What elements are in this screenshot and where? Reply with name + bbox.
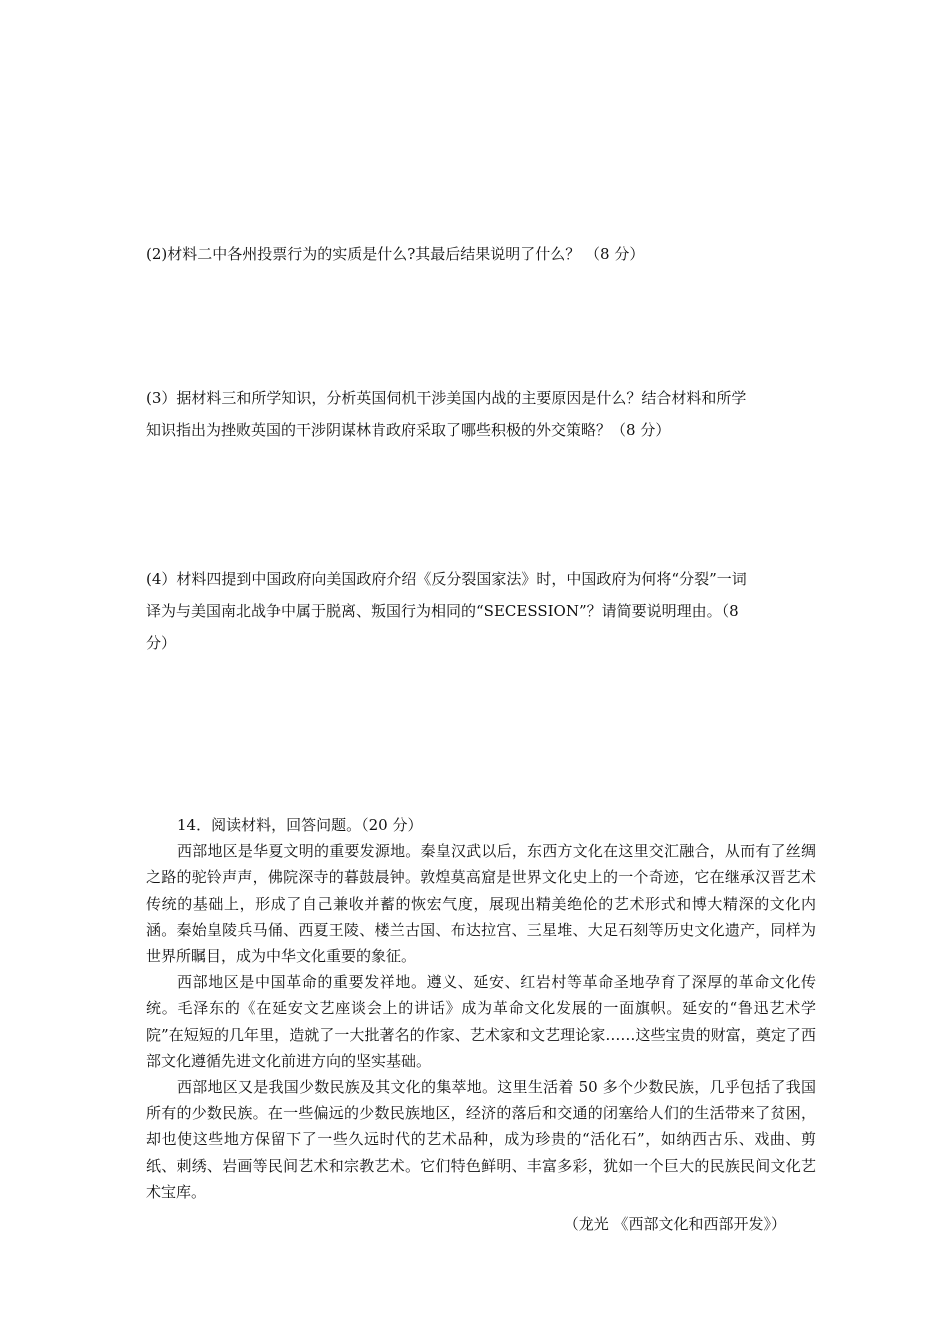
- question-14-heading: 14．阅读材料，回答问题。（20 分）: [177, 816, 423, 834]
- question-2: [146, 238, 816, 270]
- question-3-line-2: 知识指出为挫败英国的干涉阴谋林肯政府采取了哪些积极的外交策略？（8 分）: [146, 421, 671, 439]
- question-4-line-3: 分）: [146, 634, 177, 652]
- question-14-section: [146, 812, 816, 1237]
- question-4-line-2: 译为与美国南北战争中属于脱离、叛国行为相同的“SECESSION”？请简要说明理由。（8: [146, 602, 739, 620]
- question-3: [146, 382, 816, 446]
- material-paragraph-1: 西部地区是华夏文明的重要发源地。秦皇汉武以后，东西方文化在这里交汇融合，从而有了丝绸之路的驼铃声声，佛院深寺的暮鼓晨钟。敦煌莫高窟是世界文化史上的一个奇迹，它在继承汉晋艺术传统的基础上，形成了自己兼收并蓄的恢宏气度，展现出精美绝伦的艺术形式和博大精深的文化内涵。秦始皇陵兵马俑、西夏王陵、楼兰古国、布达拉宫、三星堆、大足石刻等历史文化遗产，同样为世界所瞩目，成为中华文化重要的象征。: [146, 842, 816, 966]
- material-paragraph-3: 西部地区又是我国少数民族及其文化的集萃地。这里生活着 50 多个少数民族，几乎包括了我国所有的少数民族。在一些偏远的少数民族地区，经济的落后和交通的闭塞给人们的生活带来了贫困，却也使这些地方保留下了一些久远时代的艺术品种，成为珍贵的“活化石”，如纳西古乐、戏曲、剪纸、刺绣、岩画等民间艺术和宗教艺术。它们特色鲜明、丰富多彩，犹如一个巨大的民族民间文化艺术宝库。: [146, 1078, 816, 1201]
- question-2-text: (2)材料二中各州投票行为的实质是什么?其最后结果说明了什么？ （8 分）: [146, 245, 645, 263]
- question-4-line-1: (4）材料四提到中国政府向美国政府介绍《反分裂国家法》时，中国政府为何将“分裂”一词: [146, 570, 747, 588]
- material-paragraph-2: 西部地区是中国革命的重要发祥地。遵义、延安、红岩村等革命圣地孕育了深厚的革命文化传统。毛泽东的《在延安文艺座谈会上的讲话》成为革命文化发展的一面旗帜。延安的“鲁迅艺术学院”在短短的几年里，造就了一大批著名的作家、艺术家和文艺理论家……这些宝贵的财富，奠定了西部文化遵循先进文化前进方向的坚实基础。: [146, 973, 816, 1070]
- question-4: [146, 563, 816, 659]
- material-source: （龙光 《西部文化和西部开发》）: [563, 1215, 786, 1234]
- question-3-line-1: (3）据材料三和所学知识，分析英国伺机干涉美国内战的主要原因是什么？结合材料和所学: [146, 389, 747, 407]
